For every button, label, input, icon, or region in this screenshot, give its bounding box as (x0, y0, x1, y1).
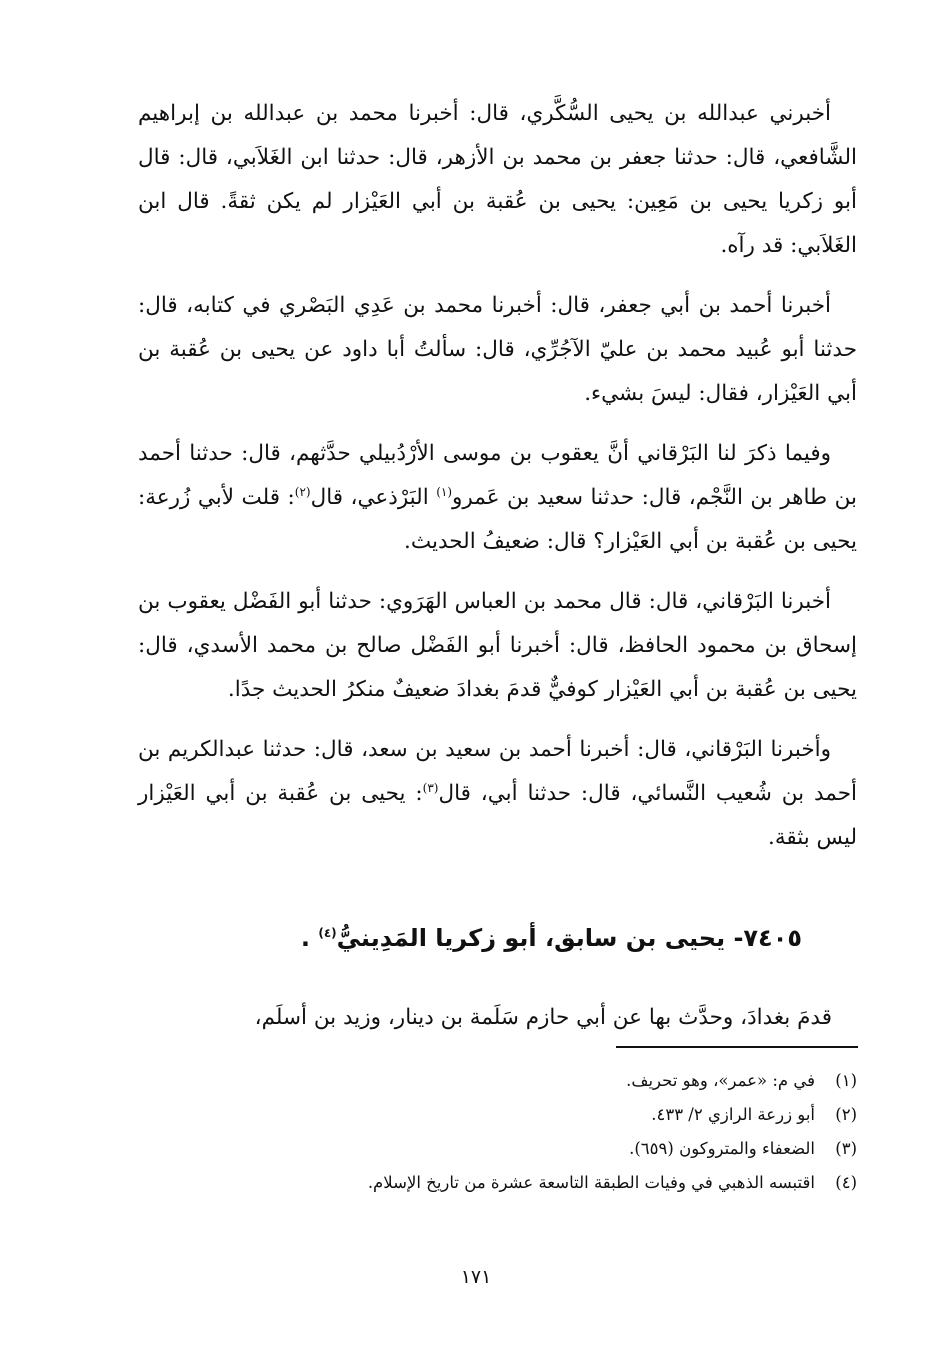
paragraph-1-text: أخبرني عبدالله بن يحيى السُّكَّري، قال: أخبرنا محمد بن عبدالله بن إبراهيم الشَّافعي، قال: حدثنا جعفر بن محمد بن الأزهر، قال: حدثنا ابن الغَلاَبي، قال: قال أبو زكريا يحيى بن مَعِين: يحيى بن عُقبة بن أبي العَيْزار لم يكن ثقةً. قال ابن الغَلاَبي: قد رآه. (138, 101, 857, 258)
footnote-text: اقتبسه الذهبي في وفيات الطبقة التاسعة عشرة من تاريخ الإسلام. (367, 1173, 815, 1192)
paragraph-4-text: أخبرنا البَرْقاني، قال: قال محمد بن العباس الهَرَوي: حدثنا أبو الفَضْل يعقوب بن إسحاق بن محمود الحافظ، قال: أخبرنا أبو الفَضْل صالح بن محمد الأسدي، قال: يحيى بن عُقبة بن أبي العَيْزار كوفيٌّ قدمَ بغدادَ ضعيفٌ منكرُ الحديث جدًا. (138, 589, 857, 702)
footnote-text: الضعفاء والمتروكون (٦٥٩). (629, 1139, 815, 1158)
entry-heading (102, 918, 802, 958)
page-number: ١٧١ (460, 1266, 492, 1288)
footnote-4 (137, 1166, 857, 1200)
footnote-number: (٢) (835, 1105, 857, 1124)
footnotes (137, 1064, 857, 1200)
footnote-ref-2[interactable]: (٢) (294, 484, 311, 499)
entry-heading-end: . (300, 924, 319, 952)
paragraph-2-text: أخبرنا أحمد بن أبي جعفر، قال: أخبرنا محمد بن عَدِي البَصْري في كتابه، قال: حدثنا أبو عُبيد محمد بن عليّ الآجُرِّي، قال: سألتُ أبا داود عن يحيى بن عُقبة بن أبي العَيْزار، فقال: ليسَ بشيء. (138, 293, 857, 406)
footnote-ref-3[interactable]: (٣) (422, 780, 439, 795)
footnote-2 (137, 1098, 857, 1132)
paragraph-3-text-c: : قلت لأبي زُرعة: يحيى بن عُقبة بن أبي العَيْزار؟ قال: ضعيفُ الحديث. (138, 485, 857, 554)
paragraph-3-text-b: البَرْذعي، قال (310, 485, 437, 510)
footnote-3 (137, 1132, 857, 1166)
entry-text: قدمَ بغدادَ، وحدَّث بها عن أبي حازم سَلَمة بن دينار، وزيد بن أسلَم، (254, 1005, 832, 1030)
paragraph-2 (138, 284, 857, 416)
paragraph-3-text-a: وفيما ذكرَ لنا البَرْقاني أنَّ يعقوب بن موسى الأرْدُبيلي حدَّثهم، قال: حدثنا أحمد بن طاهر بن النَّجْم، قال: حدثنا سعيد بن عَمرو (138, 441, 857, 510)
footnote-text: أبو زرعة الرازي ٢/ ٤٣٣. (651, 1105, 815, 1124)
footnote-number: (٤) (835, 1173, 857, 1192)
paragraph-5 (138, 728, 857, 860)
paragraph-5-text-a: وأخبرنا البَرْقاني، قال: أخبرنا أحمد بن سعيد بن سعد، قال: حدثنا عبدالكريم بن أحمد بن شُعيب النَّسائي، قال: حدثنا أبي، قال (138, 737, 857, 806)
footnote-number: (٣) (835, 1139, 857, 1158)
footnote-text: في م: «عمر»، وهو تحريف. (626, 1071, 815, 1090)
paragraph-3 (138, 432, 857, 564)
paragraph-5-text-b: : يحيى بن عُقبة بن أبي العَيْزار ليس بثقة. (138, 781, 857, 850)
paragraph-4 (138, 580, 857, 712)
footnote-ref-1[interactable]: (١) (436, 484, 453, 499)
footnote-divider (616, 1046, 858, 1048)
footnote-1 (137, 1064, 857, 1098)
entry-heading-text: ٧٤٠٥- يحيى بن سابق، أبو زكريا المَدِينيُّ (336, 924, 802, 952)
footnote-ref-4[interactable]: (٤) (318, 926, 337, 940)
footnote-number: (١) (835, 1071, 857, 1090)
paragraph-1 (138, 92, 857, 268)
main-text (138, 92, 857, 876)
